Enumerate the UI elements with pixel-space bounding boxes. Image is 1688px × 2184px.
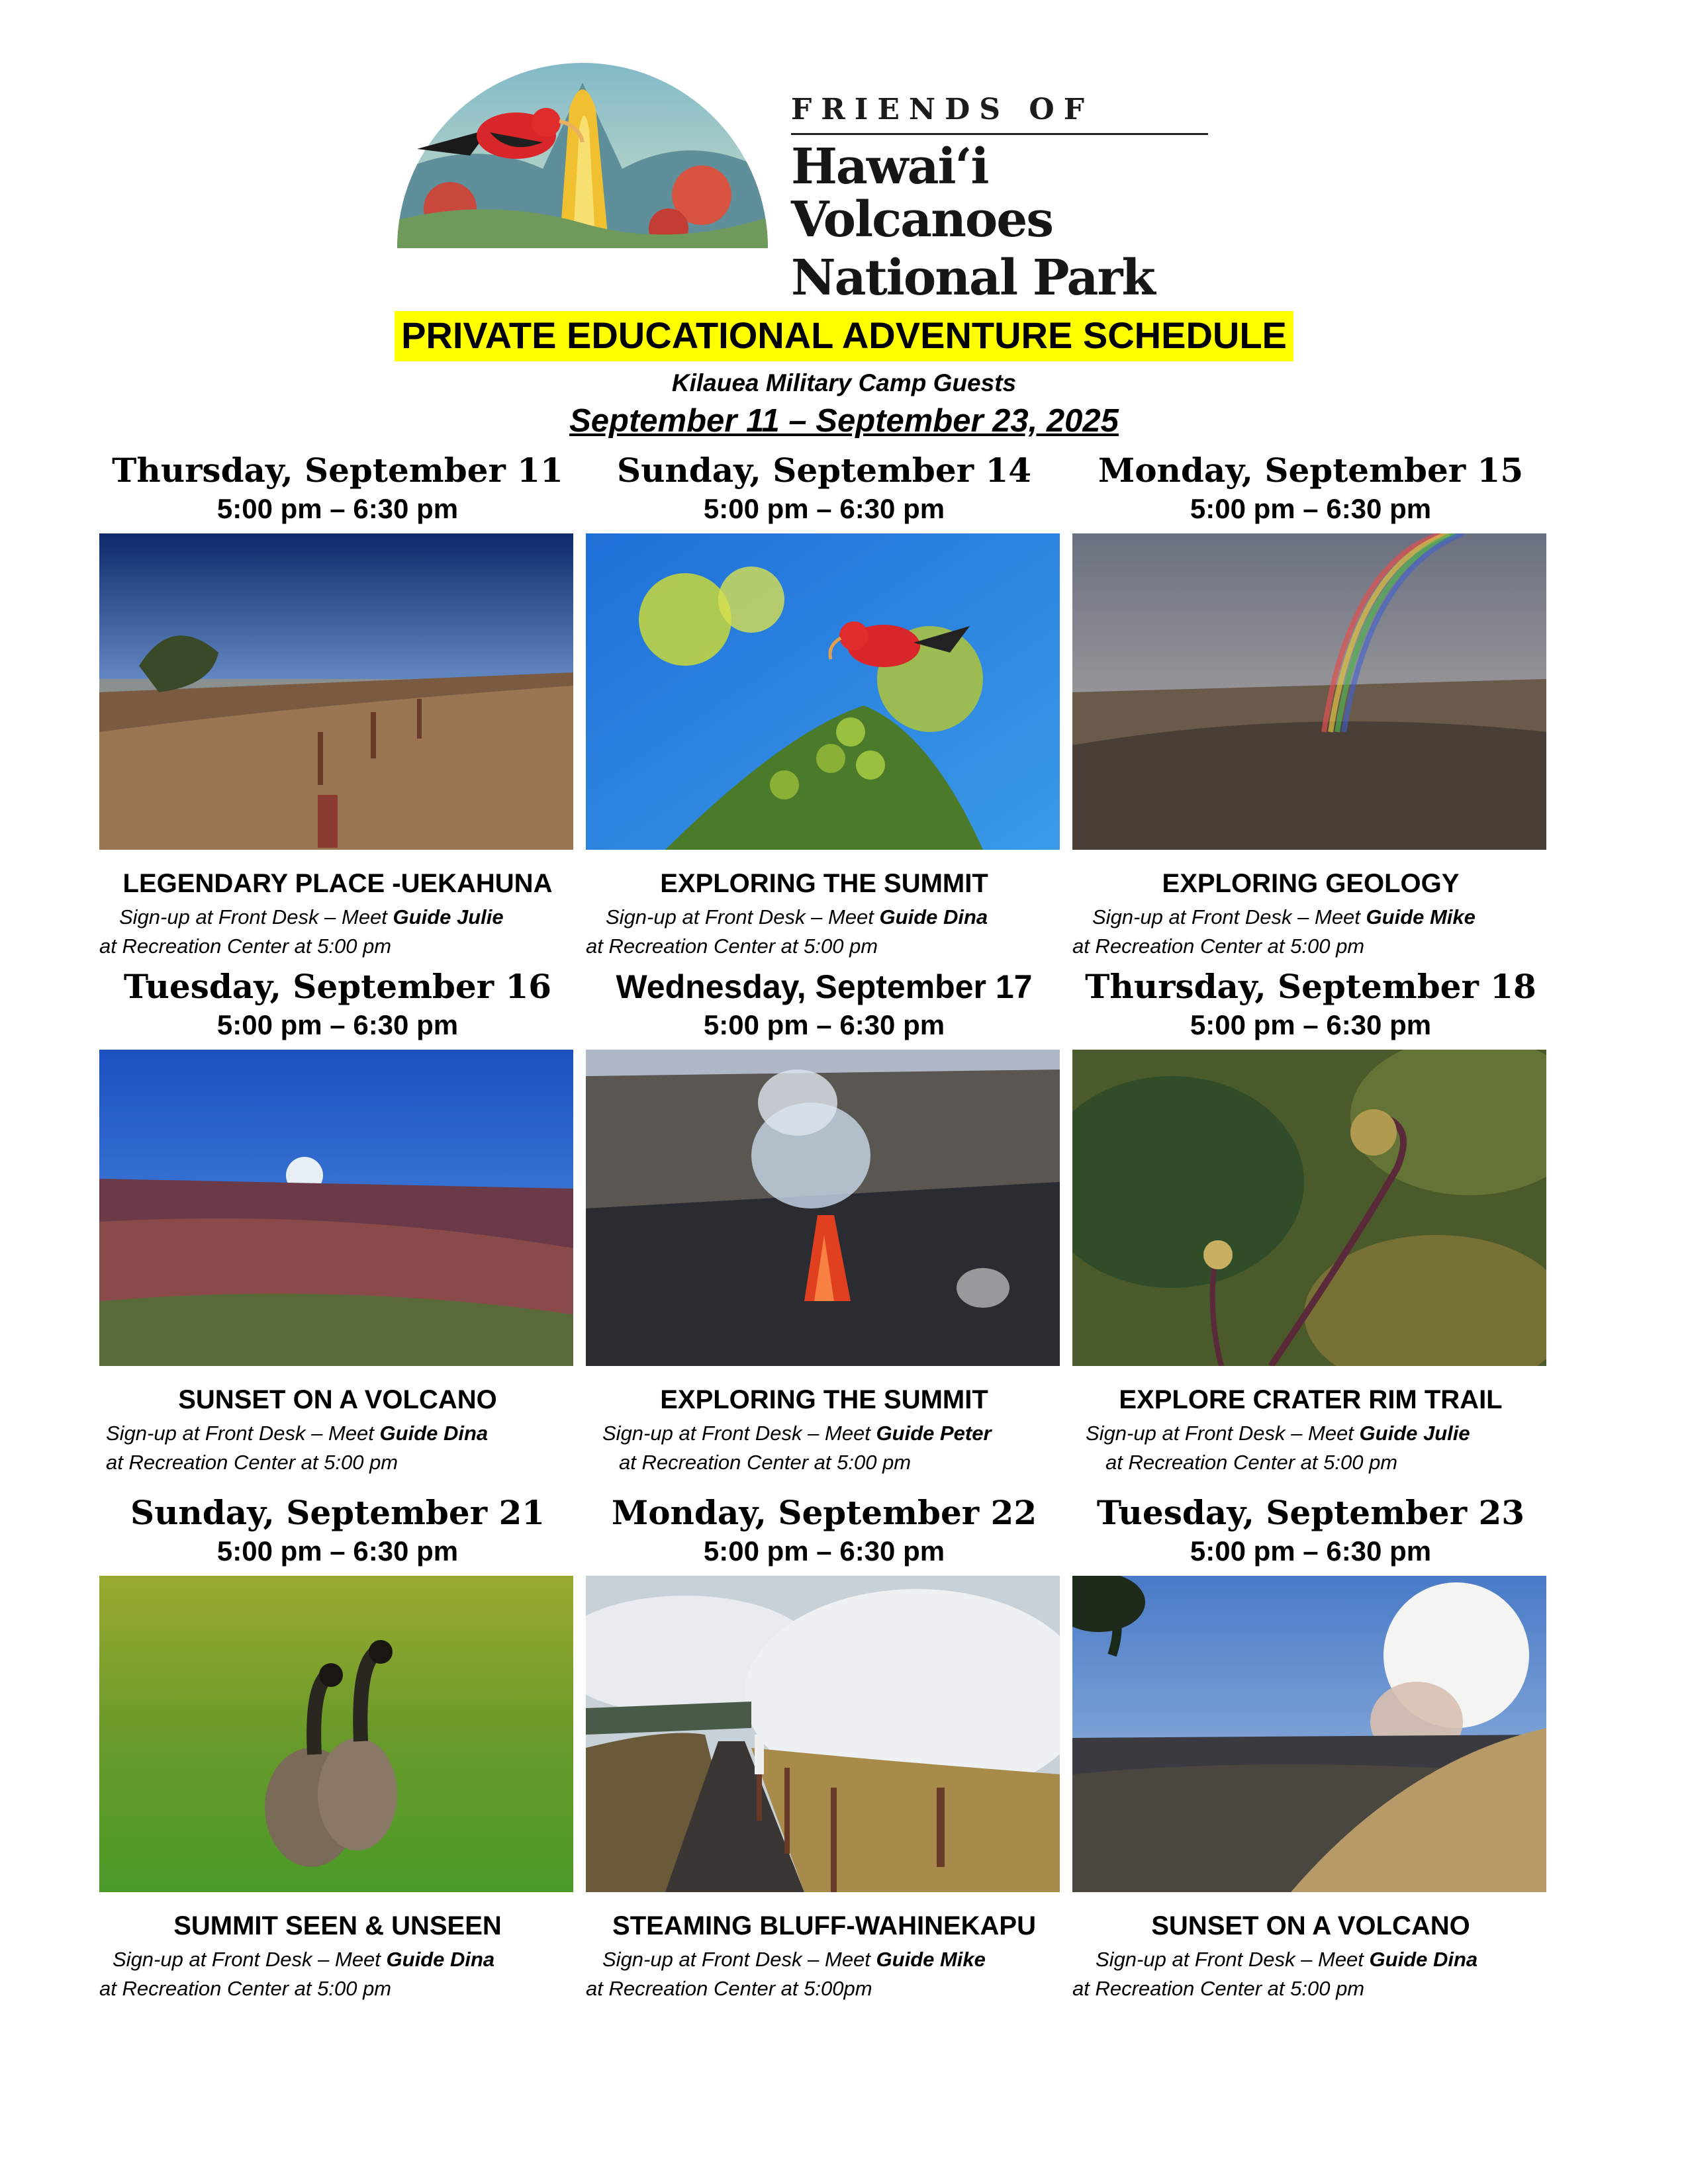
page-title: PRIVATE EDUCATIONAL ADVENTURE SCHEDULE <box>395 311 1293 361</box>
event-day: Wednesday, September 17 <box>616 968 1033 1005</box>
meeting-location: at Recreation Center at 5:00 pm <box>106 1451 399 1474</box>
guide-name: Guide Mike <box>1366 905 1476 929</box>
event-signup <box>1072 1945 1549 2003</box>
event-signup <box>586 1945 1062 2003</box>
logo-wordmark <box>791 93 1215 314</box>
event-title: EXPLORING GEOLOGY <box>1162 869 1460 898</box>
event-day: Sunday, September 21 <box>130 1493 545 1532</box>
event-title: SUNSET ON A VOLCANO <box>1151 1911 1470 1940</box>
nene-geese-photo <box>99 1576 573 1892</box>
fern-fiddlehead-photo <box>1072 1050 1546 1366</box>
event-time: 5:00 pm – 6:30 pm <box>216 493 459 524</box>
signup-text: Sign-up at Front Desk – Meet <box>1096 1948 1370 1971</box>
guide-name: Guide Dina <box>386 1948 495 1971</box>
event-title: SUNSET ON A VOLCANO <box>178 1385 497 1414</box>
guide-name: Guide Dina <box>879 905 988 929</box>
guide-name: Guide Peter <box>876 1422 992 1445</box>
event-day: Tuesday, September 16 <box>123 967 552 1006</box>
crater-plume-photo <box>1072 1576 1546 1892</box>
logo-friends-of: FRIENDS OF <box>791 93 1208 135</box>
meeting-location: at Recreation Center at 5:00 pm <box>99 1977 392 2000</box>
event-signup <box>586 903 1062 961</box>
organization-logo <box>391 56 1211 306</box>
event-title: EXPLORE CRATER RIM TRAIL <box>1119 1385 1503 1414</box>
steam-vents-photo <box>586 1576 1060 1892</box>
event-time: 5:00 pm – 6:30 pm <box>1190 1535 1432 1567</box>
red-bird-photo <box>586 533 1060 850</box>
event-day: Sunday, September 14 <box>616 451 1032 490</box>
event-time: 5:00 pm – 6:30 pm <box>1190 493 1432 524</box>
signup-text: Sign-up at Front Desk – Meet <box>602 1422 876 1445</box>
signup-text: Sign-up at Front Desk – Meet <box>119 905 393 929</box>
page-subtitle: Kilauea Military Camp Guests <box>671 369 1017 396</box>
logo-org-line1: Hawaiʻi Volcanoes <box>791 138 1053 248</box>
event-card <box>1072 966 1549 1477</box>
event-card <box>99 450 576 961</box>
schedule-header <box>0 311 1688 439</box>
event-time: 5:00 pm – 6:30 pm <box>216 1009 459 1040</box>
meeting-location: at Recreation Center at 5:00 pm <box>1105 1451 1398 1474</box>
signup-text: Sign-up at Front Desk – Meet <box>106 1422 380 1445</box>
event-day: Tuesday, September 23 <box>1096 1493 1525 1532</box>
event-card <box>99 1492 576 2003</box>
guide-name: Guide Julie <box>393 905 504 929</box>
event-signup <box>99 1945 576 2003</box>
event-signup <box>99 903 576 961</box>
event-signup <box>586 1419 1062 1477</box>
event-title: SUMMIT SEEN & UNSEEN <box>173 1911 502 1940</box>
rainbow-crater-photo <box>1072 533 1546 850</box>
signup-text: Sign-up at Front Desk – Meet <box>113 1948 387 1971</box>
crater-overlook-photo <box>99 533 573 850</box>
signup-text: Sign-up at Front Desk – Meet <box>606 905 880 929</box>
event-card <box>99 966 576 1477</box>
event-title: EXPLORING THE SUMMIT <box>660 1385 988 1414</box>
event-time: 5:00 pm – 6:30 pm <box>703 1535 945 1567</box>
event-card <box>586 966 1062 1477</box>
event-signup <box>1072 903 1549 961</box>
meeting-location: at Recreation Center at 5:00 pm <box>586 934 878 958</box>
guide-name: Guide Dina <box>379 1422 489 1445</box>
event-day: Thursday, September 18 <box>1085 967 1536 1006</box>
event-time: 5:00 pm – 6:30 pm <box>216 1535 459 1567</box>
guide-name: Guide Julie <box>1359 1422 1470 1445</box>
lava-fountain-photo <box>586 1050 1060 1366</box>
volcano-bird-logo-art <box>391 56 774 255</box>
event-card <box>1072 1492 1549 2003</box>
event-day: Monday, September 22 <box>611 1493 1037 1532</box>
signup-text: Sign-up at Front Desk – Meet <box>602 1948 876 1971</box>
event-card <box>586 1492 1062 2003</box>
meeting-location: at Recreation Center at 5:00 pm <box>1072 934 1365 958</box>
meeting-location: at Recreation Center at 5:00 pm <box>1072 1977 1365 2000</box>
guide-name: Guide Mike <box>876 1948 986 1971</box>
event-title: LEGENDARY PLACE -UEKAHUNA <box>122 869 553 898</box>
event-time: 5:00 pm – 6:30 pm <box>703 1009 945 1040</box>
event-title: STEAMING BLUFF-WAHINEKAPU <box>612 1911 1036 1940</box>
event-day: Thursday, September 11 <box>112 451 563 490</box>
meeting-location: at Recreation Center at 5:00 pm <box>619 1451 912 1474</box>
event-signup <box>99 1419 576 1477</box>
event-title: EXPLORING THE SUMMIT <box>660 869 988 898</box>
meeting-location: at Recreation Center at 5:00pm <box>586 1977 872 2000</box>
event-time: 5:00 pm – 6:30 pm <box>1190 1009 1432 1040</box>
event-signup <box>1072 1419 1549 1477</box>
signup-text: Sign-up at Front Desk – Meet <box>1086 1422 1360 1445</box>
logo-org-line2: National Park <box>791 250 1154 306</box>
event-card <box>586 450 1062 961</box>
event-card <box>1072 450 1549 961</box>
date-range: September 11 – September 23, 2025 <box>569 403 1119 439</box>
event-time: 5:00 pm – 6:30 pm <box>703 493 945 524</box>
guide-name: Guide Dina <box>1369 1948 1478 1971</box>
signup-text: Sign-up at Front Desk – Meet <box>1092 905 1366 929</box>
meeting-location: at Recreation Center at 5:00 pm <box>99 934 392 958</box>
moonrise-photo <box>99 1050 573 1366</box>
event-day: Monday, September 15 <box>1098 451 1524 490</box>
